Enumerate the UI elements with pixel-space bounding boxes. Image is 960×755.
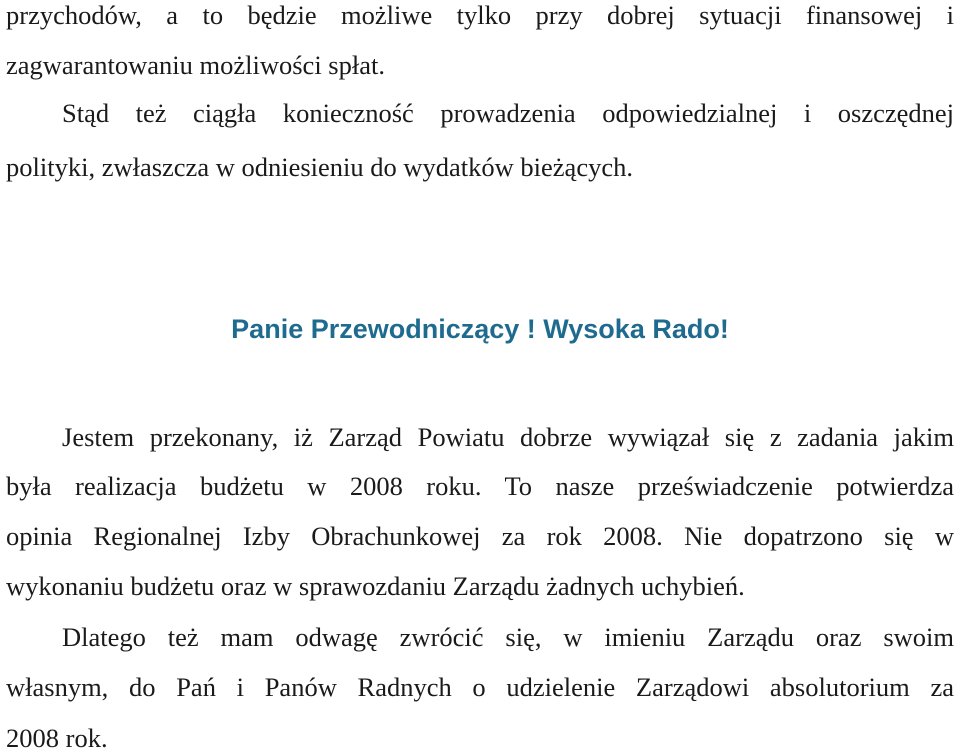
paragraph-2-line-2: polityki, zwłaszcza w odniesieniu do wydatków bieżących. [6,152,633,182]
paragraph-3-line-2: była realizacja budżetu w 2008 roku. To nasze przeświadczenie potwierdza [6,471,954,501]
paragraph-4-line-2: własnym, do Pań i Panów Radnych o udzielenie Zarządowi absolutorium za [6,672,954,702]
paragraph-1-line-2: zagwarantowaniu możliwości spłat. [6,50,385,80]
paragraph-3-line-4: wykonaniu budżetu oraz w sprawozdaniu Zarządu żadnych uchybień. [6,571,745,601]
paragraph-3-line-3: opinia Regionalnej Izby Obrachunkowej za rok 2008. Nie dopatrzono się w [6,521,954,551]
address-heading: Panie Przewodniczący ! Wysoka Rado! [231,314,729,344]
paragraph-4-line-1: Dlatego też mam odwagę zwrócić się, w imieniu Zarządu oraz swoim [62,622,954,652]
paragraph-2-line-1: Stąd też ciągła konieczność prowadzenia odpowiedzialnej i oszczędnej [62,98,954,128]
paragraph-4-line-3: 2008 rok. [6,723,108,753]
paragraph-1-line-1: przychodów, a to będzie możliwe tylko przy dobrej sytuacji finansowej i [6,0,954,30]
paragraph-3-line-1: Jestem przekonany, iż Zarząd Powiatu dobrze wywiązał się z zadania jakim [62,422,954,452]
